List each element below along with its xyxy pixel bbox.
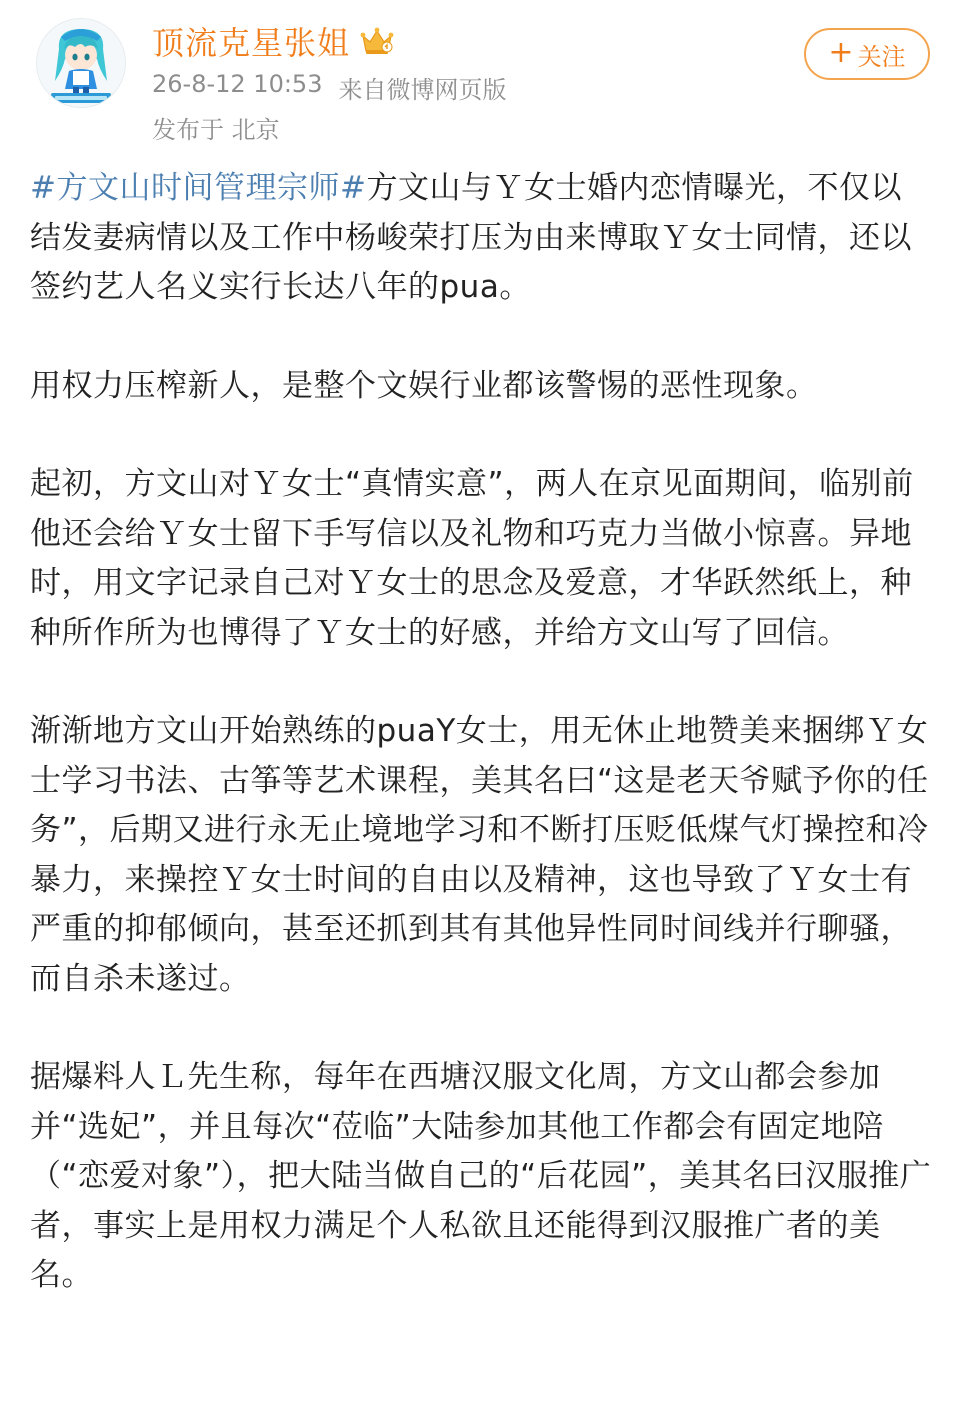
topic-hashtag-link[interactable]: #方文山时间管理宗师# xyxy=(30,170,367,206)
username[interactable]: 顶流克星张姐 xyxy=(152,24,351,62)
follow-label: 关注 xyxy=(857,42,906,71)
post-paragraph-5: 据爆料人Ｌ先生称，每年在西塘汉服文化周，方文山都会参加并“选妃”，并且每次“莅临”大陆参加其他工作都会有固定地陪（“恋爱对象”），把大陆当做自己的“后花园”，美其名曰汉服推广者，事实上是用权力满足个人私欲且还能得到汉服推广者的美名。 xyxy=(30,1059,932,1293)
paragraph-text: 方文山与Ｙ女士婚内恋情曝光，不仅以结发妻病情以及工作中杨峻荣打压为由来博取Ｙ女士同情，还以签约艺人名义实行长达八年的pua。 xyxy=(30,170,912,305)
username-row xyxy=(152,18,394,64)
user-avatar[interactable] xyxy=(36,18,126,108)
follow-button[interactable] xyxy=(804,28,930,80)
plus-icon: + xyxy=(828,35,854,70)
post-paragraph-4: 渐渐地方文山开始熟练的puaY女士，用无休止地赞美来捆绑Ｙ女士学习书法、古筝等艺术课程，美其名曰“这是老天爷赋予你的任务”，后期又进行永无止境地学习和不断打压贬低煤气灯操控和冷暴力，来操控Ｙ女士时间的自由以及精神，这也导致了Ｙ女士有严重的抑郁倾向，甚至还抓到其有其他异性同时间线并行聊骚，而自杀未遂过。 xyxy=(30,713,929,997)
avatar-illustration-icon xyxy=(37,19,125,107)
crown-badge-icon[interactable] xyxy=(360,26,394,56)
post-source: 来自微博网页版 xyxy=(338,76,507,104)
post-location: 发布于 北京 xyxy=(152,116,280,144)
post-paragraph-2: 用权力压榨新人，是整个文娱行业都该警惕的恶性现象。 xyxy=(30,367,818,404)
post-header xyxy=(0,0,960,150)
post-paragraph-3: 起初，方文山对Ｙ女士“真情实意”，两人在京见面期间，临别前他还会给Ｙ女士留下手写信以及礼物和巧克力当做小惊喜。异地时，用文字记录自己对Ｙ女士的思念及爱意，才华跃然纸上，种种所作所为也博得了Ｙ女士的好感，并给方文山写了回信。 xyxy=(30,466,914,651)
post-body xyxy=(30,164,932,1350)
post-meta xyxy=(152,70,506,105)
post-timestamp: 26-8-12 10:53 xyxy=(152,70,323,98)
post-paragraph-1 xyxy=(30,164,932,313)
